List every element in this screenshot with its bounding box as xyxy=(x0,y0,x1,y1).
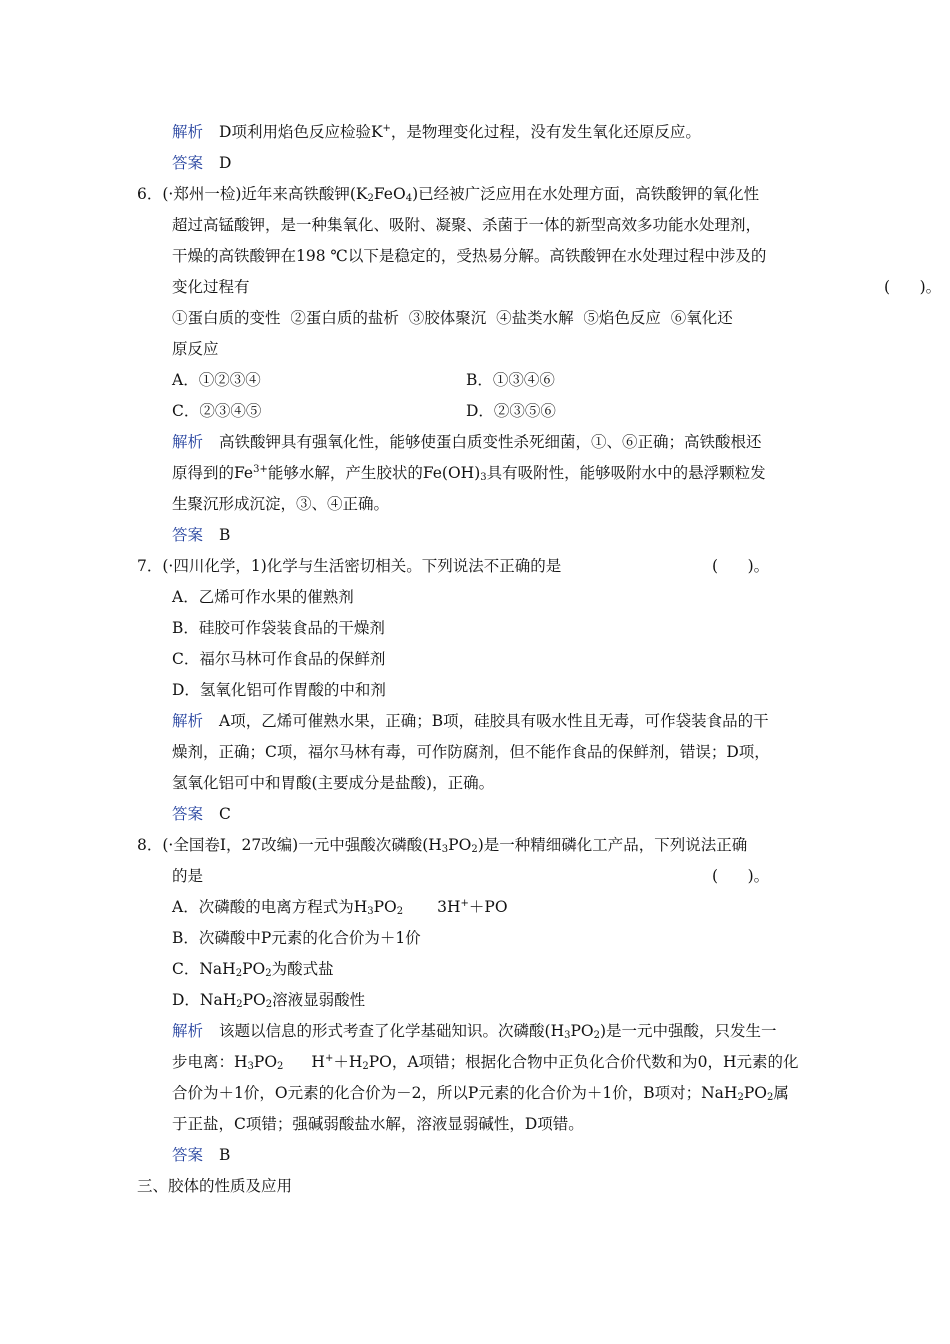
answer-label: 答案 xyxy=(172,154,204,172)
analysis-label: 解析 xyxy=(172,712,204,730)
q7-option-d: D．氢氧化铝可作胃酸的中和剂 xyxy=(172,681,386,699)
analysis-label: 解析 xyxy=(172,1022,204,1040)
section-heading: 三、胶体的性质及应用 xyxy=(137,1177,293,1195)
q6-stem-line1: 6．(·郑州一检)近年来高铁酸钾$(K_2FeO_4)$已经被广泛应用在水处理方面，高铁酸钾的氧化性 xyxy=(137,185,760,204)
q6-option-a: A．①②③④ xyxy=(172,371,261,389)
q8-answer: 答案 B xyxy=(172,1146,231,1164)
q7-option-a: A．乙烯可作水果的催熟剂 xyxy=(172,588,354,606)
q6-analysis-line3: 生聚沉形成沉淀，③、④正确。 xyxy=(172,495,390,513)
q8-option-d: D．$NaH_2PO_2$溶液显弱酸性 xyxy=(172,991,366,1010)
q8-option-b: B．次磷酸中P元素的化合价为＋1价 xyxy=(172,929,421,947)
analysis-label: 解析 xyxy=(172,433,204,451)
q6-options-row2 xyxy=(172,400,832,422)
q7-answer-blank: ( )。 xyxy=(712,557,770,575)
q6-answer: 答案 B xyxy=(172,526,231,544)
q8-answer-blank: ( )。 xyxy=(712,867,770,885)
q7-stem-line1: 7．(·四川化学，1)化学与生活密切相关。下列说法不正确的是 ( )。 xyxy=(137,557,770,575)
q6-analysis-line1: 解析 高铁酸钾具有强氧化性，能够使蛋白质变性杀死细菌，①、⑥正确；高铁酸根还 xyxy=(172,433,762,451)
q6-stem-line4: 变化过程有 ( )。 xyxy=(172,278,942,296)
q6-option-c: C．②③④⑤ xyxy=(172,402,262,420)
prev-analysis: 解析 D项利用焰色反应检验K+，是物理变化过程，没有发生氧化还原反应。 xyxy=(172,123,701,141)
prev-answer: 答案 D xyxy=(172,154,232,172)
q7-analysis-line2: 燥剂，正确；C项，福尔马林有毒，可作防腐剂，但不能作食品的保鲜剂，错误；D项， xyxy=(172,743,770,761)
answer-label: 答案 xyxy=(172,526,204,544)
q8-stem-line2: 的是 ( )。 xyxy=(172,867,770,885)
q6-stem-line3: 干燥的高铁酸钾在198 ℃以下是稳定的，受热易分解。高铁酸钾在水处理过程中涉及的 xyxy=(172,247,767,265)
q6-answer-blank: ( )。 xyxy=(884,278,942,296)
analysis-label: 解析 xyxy=(172,123,204,141)
q8-analysis-line1: 解析 该题以信息的形式考查了化学基础知识。次磷酸$(H_3PO_2)$是一元中强酸，只发生一 xyxy=(172,1022,777,1041)
q6-items-line1: ①蛋白质的变性 ②蛋白质的盐析 ③胶体聚沉 ④盐类水解 ⑤焰色反应 ⑥氧化还 xyxy=(172,309,733,327)
q7-analysis-line3: 氢氧化铝可中和胃酸(主要成分是盐酸)，正确。 xyxy=(172,774,495,792)
q6-analysis-line2: 原得到的$Fe^{3+}$能够水解，产生胶状的$Fe(OH)_3$具有吸附性，能够吸附水中的悬浮颗粒发 xyxy=(172,464,766,483)
q8-analysis-line4: 于正盐，C项错；强碱弱酸盐水解，溶液显弱碱性，D项错。 xyxy=(172,1115,584,1133)
q7-analysis-line1: 解析 A项，乙烯可催熟水果，正确；B项，硅胶具有吸水性且无毒，可作袋装食品的干 xyxy=(172,712,769,730)
q7-option-c: C．福尔马林可作食品的保鲜剂 xyxy=(172,650,386,668)
q7-option-b: B．硅胶可作袋装食品的干燥剂 xyxy=(172,619,385,637)
q6-items-line2: 原反应 xyxy=(172,340,219,358)
q6-options-row1 xyxy=(172,369,832,391)
q8-analysis-line2: 步电离：$H_3PO_2$ $H^++H_2PO$，A项错；根据化合物中正负化合价代数和为0，H元素的化 xyxy=(172,1053,799,1072)
q7-answer: 答案 C xyxy=(172,805,231,823)
q8-stem-line1: 8．(·全国卷Ⅰ，27改编)一元中强酸次磷酸$(H_3PO_2)$是一种精细磷化工产品，下列说法正确 xyxy=(137,836,748,855)
q6-stem-line2: 超过高锰酸钾，是一种集氧化、吸附、凝聚、杀菌于一体的新型高效多功能水处理剂， xyxy=(172,216,762,234)
q8-option-c: C．$NaH_2PO_2$为酸式盐 xyxy=(172,960,334,979)
q8-analysis-line3: 合价为＋1价，O元素的化合价为－2，所以P元素的化合价为＋1价，B项对；$NaH_2PO_2$属 xyxy=(172,1084,789,1103)
answer-label: 答案 xyxy=(172,1146,204,1164)
q6-option-b: B．①③④⑥ xyxy=(466,371,555,389)
q6-option-d: D．②③⑤⑥ xyxy=(466,402,556,420)
answer-label: 答案 xyxy=(172,805,204,823)
q8-option-a: A．次磷酸的电离方程式为$H_3PO_2$ 3H+＋PO xyxy=(172,898,508,917)
